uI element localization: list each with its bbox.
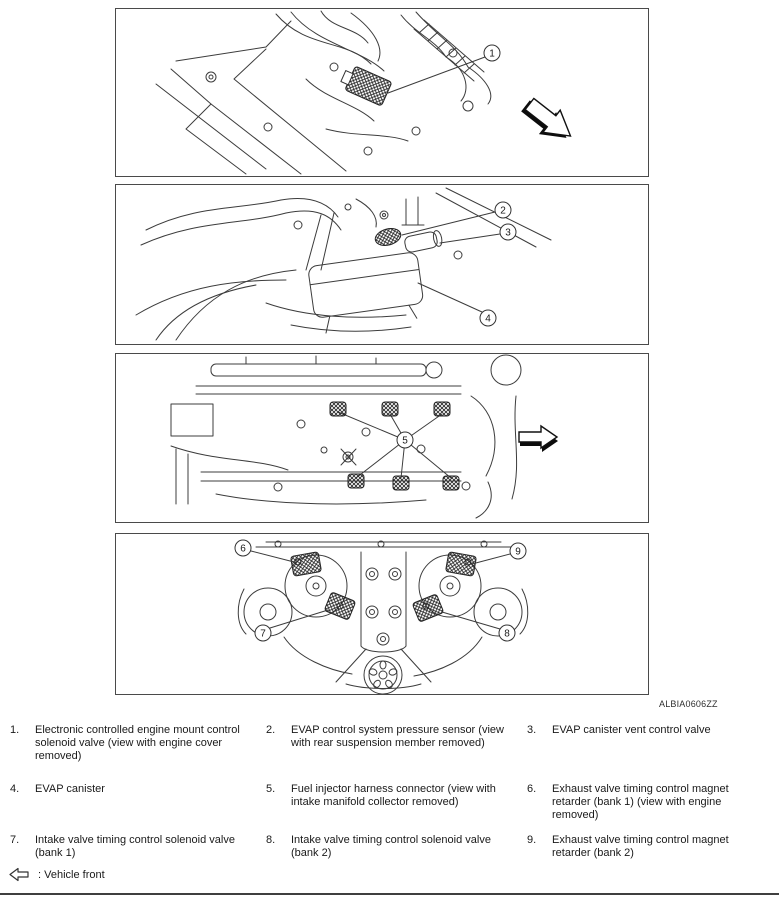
view-direction-arrow-icon bbox=[517, 92, 579, 150]
legend-item-text: EVAP canister bbox=[35, 783, 105, 795]
figure-panel-engine-mount bbox=[115, 8, 649, 177]
legend-item-text: Intake valve timing control solenoid valve (bank 1) bbox=[35, 834, 235, 859]
legend-item-number: 1. bbox=[10, 724, 20, 736]
legend-item-5 bbox=[266, 783, 527, 822]
legend-item-4 bbox=[10, 783, 266, 822]
legend-item-text: EVAP control system pressure sensor (view with rear suspension member removed) bbox=[291, 724, 504, 749]
legend-item-number: 9. bbox=[527, 834, 537, 846]
figure-panel-engine-front bbox=[115, 533, 649, 695]
vehicle-front-marker bbox=[8, 867, 105, 882]
svg-text:5: 5 bbox=[402, 435, 408, 447]
evap-canister-drawing bbox=[116, 185, 648, 344]
legend-item-number: 4. bbox=[10, 783, 20, 795]
page-divider bbox=[0, 893, 779, 895]
legend-item-number: 5. bbox=[266, 783, 276, 795]
legend-row-2 bbox=[10, 783, 772, 822]
vehicle-front-arrow-icon bbox=[8, 867, 30, 882]
legend-item-7 bbox=[10, 834, 266, 860]
figure-panel-evap-canister bbox=[115, 184, 649, 345]
svg-text:2: 2 bbox=[500, 205, 506, 217]
svg-text:8: 8 bbox=[504, 628, 510, 640]
legend-item-text: Intake valve timing control solenoid valve (bank 2) bbox=[291, 834, 491, 859]
engine-front-drawing bbox=[116, 534, 648, 694]
figure-panel-fuel-injector-harness bbox=[115, 353, 649, 523]
legend-item-number: 6. bbox=[527, 783, 537, 795]
vehicle-front-label: : Vehicle front bbox=[38, 868, 105, 881]
callout-6 bbox=[235, 540, 294, 562]
legend-item-number: 7. bbox=[10, 834, 20, 846]
legend-item-6 bbox=[527, 783, 770, 822]
legend-row-1 bbox=[10, 724, 772, 763]
legend-item-3 bbox=[527, 724, 770, 763]
callout-1 bbox=[388, 45, 500, 93]
svg-text:3: 3 bbox=[505, 227, 511, 239]
svg-text:1: 1 bbox=[489, 48, 495, 60]
svg-text:6: 6 bbox=[240, 543, 246, 555]
legend-item-8 bbox=[266, 834, 527, 860]
legend-item-text: Electronic controlled engine mount control solenoid valve (view with engine cover removed) bbox=[35, 724, 240, 762]
figure-code: ALBIA0606ZZ bbox=[659, 699, 718, 709]
callout-3 bbox=[440, 224, 516, 243]
callout-4 bbox=[418, 283, 496, 326]
legend-item-text: Exhaust valve timing control magnet retarder (bank 1) (view with engine removed) bbox=[552, 783, 729, 821]
legend-item-text: Exhaust valve timing control magnet retarder (bank 2) bbox=[552, 834, 729, 859]
legend-item-number: 8. bbox=[266, 834, 276, 846]
legend-item-1 bbox=[10, 724, 266, 763]
svg-text:4: 4 bbox=[485, 313, 491, 325]
legend-item-text: Fuel injector harness connector (view with intake manifold collector removed) bbox=[291, 783, 496, 808]
callout-9 bbox=[472, 543, 526, 564]
callout-5 bbox=[397, 432, 413, 448]
fuel-injector-drawing bbox=[116, 354, 648, 522]
legend-item-number: 2. bbox=[266, 724, 276, 736]
svg-text:7: 7 bbox=[260, 628, 266, 640]
legend-row-3 bbox=[10, 834, 772, 860]
legend-item-2 bbox=[266, 724, 527, 763]
svg-text:9: 9 bbox=[515, 546, 521, 558]
legend-item-number: 3. bbox=[527, 724, 537, 736]
legend-item-9 bbox=[527, 834, 770, 860]
legend-item-text: EVAP canister vent control valve bbox=[552, 724, 711, 736]
engine-mount-drawing bbox=[116, 9, 648, 176]
view-direction-arrow-icon bbox=[519, 426, 558, 452]
